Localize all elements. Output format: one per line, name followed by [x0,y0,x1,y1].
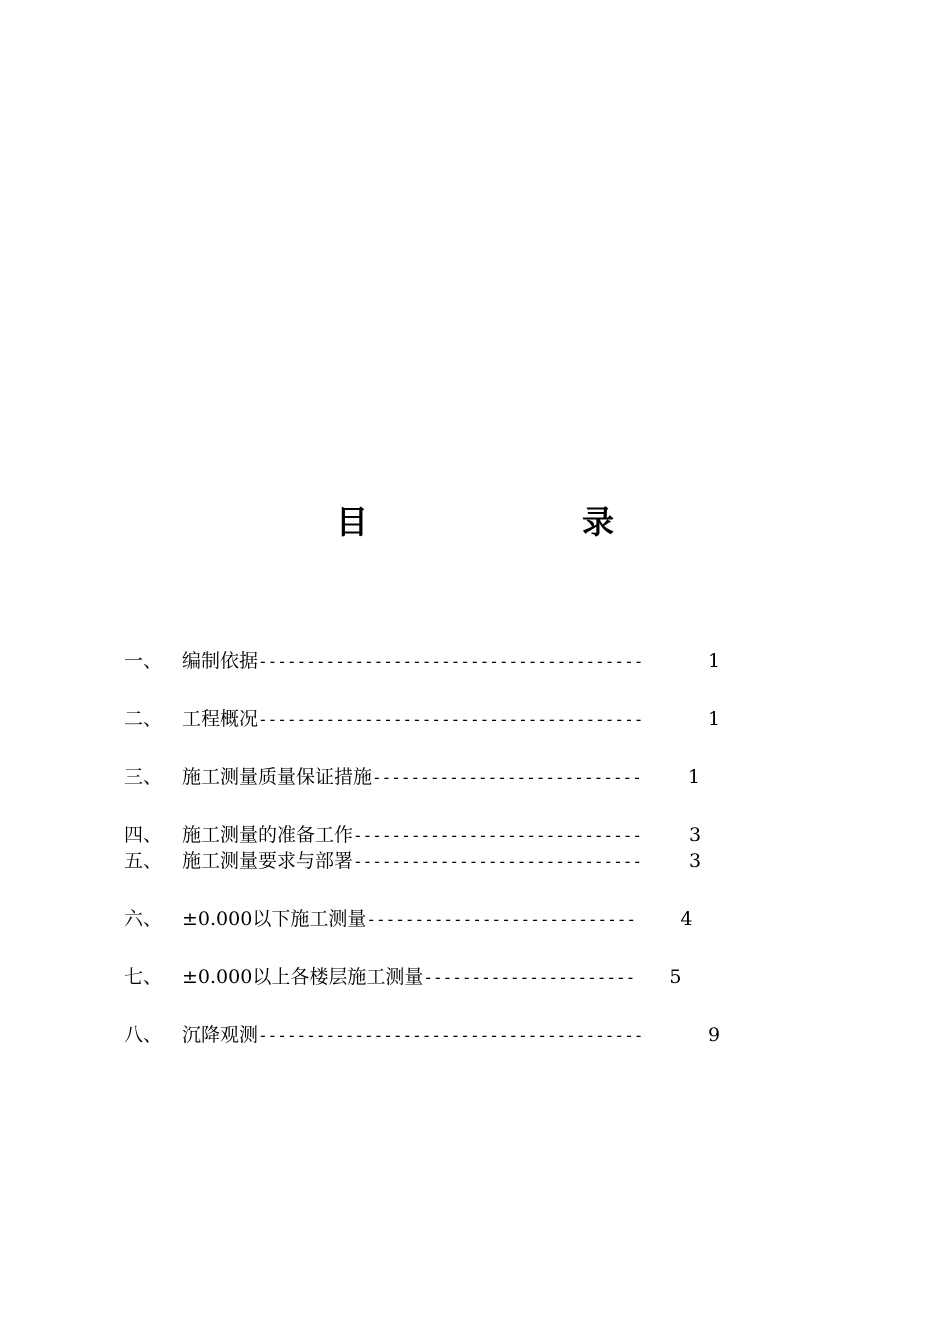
toc-entry-page: 1 [688,766,701,788]
toc-entry-number: 四、 [124,824,163,846]
toc-entry-page: 3 [689,824,702,846]
toc-entry-leader: ---------------------------------------- [258,652,644,671]
toc-entry-title: 沉降观测 [182,1024,259,1046]
toc-entry-leader: ------------------------------ [353,852,642,871]
toc-entry-number: 六、 [124,908,163,930]
toc-entry-page: 4 [680,908,693,930]
toc-entry-title: 编制依据 [182,650,259,672]
toc-entry-number: 一、 [124,650,163,672]
toc-entry-number: 八、 [124,1024,163,1046]
toc-entry-leader: ---------------------------------------- [258,1026,644,1045]
toc-entry-number: 七、 [124,966,163,988]
page-title: 目 录 [335,503,664,541]
toc-entry-title: ±0.000以下施工测量 [182,908,367,930]
toc-entry-page: 1 [708,708,721,730]
toc-entry-title: 施工测量要求与部署 [182,850,354,872]
toc-entry-page: 3 [689,850,702,872]
toc-entry-title: 施工测量质量保证措施 [182,766,373,788]
toc-entry-title: 施工测量的准备工作 [182,824,354,846]
toc-entry-title: 工程概况 [182,708,259,730]
toc-entry-leader: ---------------------------- [372,768,642,787]
toc-entry-page: 5 [669,966,682,988]
toc-entry-page: 9 [708,1024,721,1046]
toc-entry-leader: ---------------------------------------- [258,710,644,729]
toc-entry-title: ±0.000以上各楼层施工测量 [182,966,424,988]
toc-entry-number: 三、 [124,766,163,788]
toc-entry-number: 二、 [124,708,163,730]
toc-entry-leader: ---------------------- [423,968,636,987]
toc-entry-page: 1 [708,650,721,672]
toc-entry-number: 五、 [124,850,163,872]
toc-entry-leader: ---------------------------- [366,910,637,929]
toc-entry-leader: ------------------------------ [353,826,642,845]
